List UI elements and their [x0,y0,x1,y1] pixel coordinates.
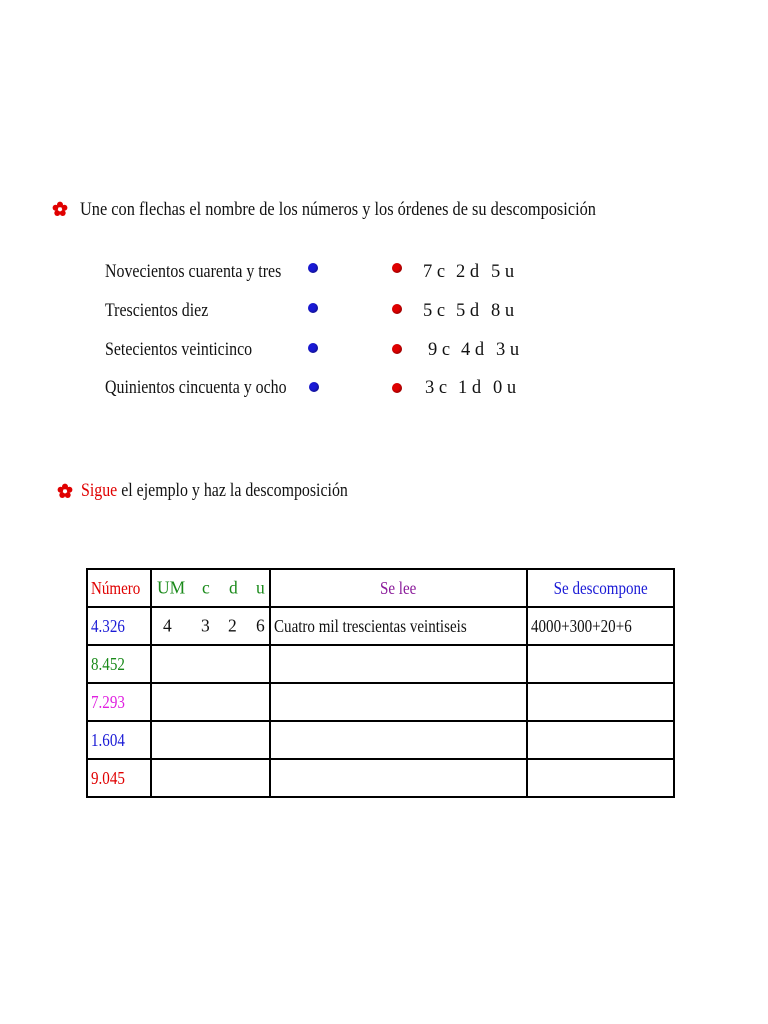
instruction-highlight: Sigue [81,481,118,501]
blue-dot-2[interactable] [308,303,318,313]
header-se-lee: Se lee [270,569,527,607]
cell-um: 4 [163,615,172,636]
table-row [87,607,674,645]
cell-se-lee: Cuatro mil trescientas veintiseis [270,607,527,645]
blue-dot-4[interactable] [309,382,319,392]
red-dot-4[interactable] [392,383,402,393]
cell-se-lee[interactable] [270,683,527,721]
flower-bullet-icon [57,483,73,499]
cell-d: 2 [228,615,237,636]
cell-se-descompone[interactable] [527,759,674,797]
row-orders [151,607,270,645]
red-dot-3[interactable] [392,344,402,354]
decomposition-table [86,568,675,798]
blue-dot-1[interactable] [308,263,318,273]
cell-c: 3 [201,615,210,636]
header-u: u [256,577,265,598]
cell-se-lee[interactable] [270,759,527,797]
decomp-d: 1 d [458,378,482,398]
row-numero: 7.293 [87,683,151,721]
cell-se-descompone: 4000+300+20+6 [527,607,674,645]
table-row [87,721,674,759]
cell-u: 6 [256,615,265,636]
table-header-row [87,569,674,607]
header-numero: Número [87,569,151,607]
header-d: d [229,577,238,598]
flower-bullet-icon [52,201,68,217]
header-orders [151,569,270,607]
cell-se-descompone[interactable] [527,683,674,721]
decomposition-2 [423,301,514,322]
section2-instruction [81,481,348,502]
decomp-u: 8 u [491,301,515,321]
decomp-c: 3 c [425,378,448,398]
decomp-d: 2 d [456,262,480,282]
red-dot-2[interactable] [392,304,402,314]
number-name-1: Novecientos cuarenta y tres [105,262,282,282]
section1-instruction: Une con flechas el nombre de los números y los órdenes de su descomposición [80,199,596,220]
red-dot-1[interactable] [392,263,402,273]
header-um: UM [157,577,186,598]
row-orders[interactable] [151,645,270,683]
cell-se-lee[interactable] [270,645,527,683]
row-orders[interactable] [151,759,270,797]
table-row [87,759,674,797]
decomp-u: 0 u [493,378,517,398]
decomposition-4 [425,378,516,399]
decomp-c: 5 c [423,301,446,321]
cell-se-descompone[interactable] [527,645,674,683]
row-orders[interactable] [151,721,270,759]
table-row [87,645,674,683]
decomp-u: 3 u [496,340,520,360]
row-numero: 8.452 [87,645,151,683]
decomp-d: 5 d [456,301,480,321]
row-numero: 1.604 [87,721,151,759]
cell-se-lee[interactable] [270,721,527,759]
number-name-3: Setecientos veinticinco [105,340,253,360]
header-se-descompone: Se descompone [527,569,674,607]
row-orders[interactable] [151,683,270,721]
cell-se-descompone[interactable] [527,721,674,759]
decomposition-1 [423,262,514,283]
number-name-2: Trescientos diez [105,301,209,321]
decomp-u: 5 u [491,262,515,282]
row-numero: 9.045 [87,759,151,797]
number-name-4: Quinientos cincuenta y ocho [105,378,287,398]
row-numero: 4.326 [87,607,151,645]
header-c: c [202,577,210,598]
instruction-rest: el ejemplo y haz la descomposición [121,481,348,501]
table-row [87,683,674,721]
blue-dot-3[interactable] [308,343,318,353]
decomp-d: 4 d [461,340,485,360]
decomp-c: 7 c [423,262,446,282]
decomposition-3 [428,340,519,361]
decomp-c: 9 c [428,340,451,360]
